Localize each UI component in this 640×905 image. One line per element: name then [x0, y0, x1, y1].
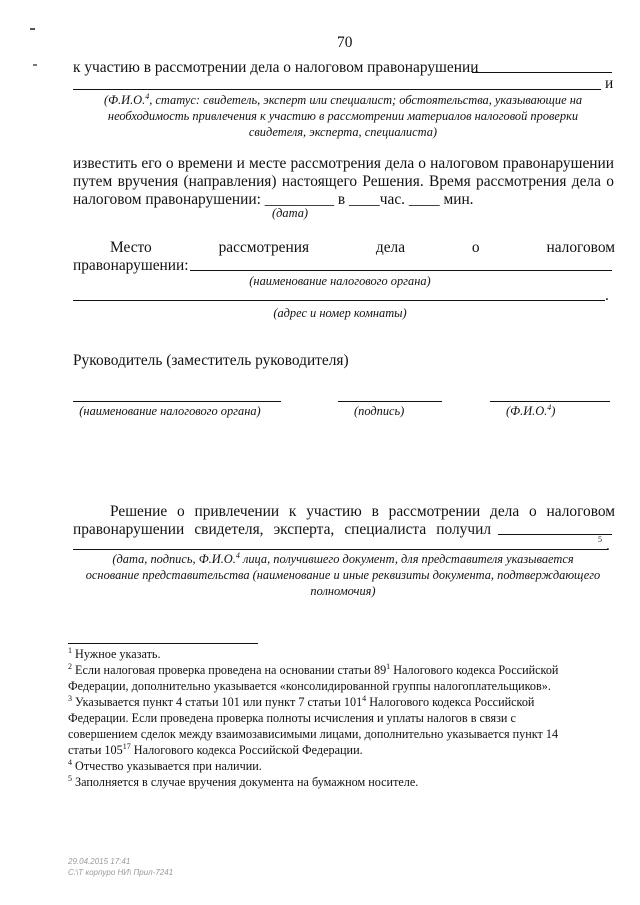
authority-label: (наименование налогового органа)	[249, 274, 431, 288]
footnote-3-line4-a: статьи 105	[68, 743, 123, 757]
received-sup: 5	[598, 535, 602, 544]
notify-paragraph-line2: путем вручения (направления) настоящего Решения. Время рассмотрения дела о	[73, 173, 614, 190]
footnote-2-text-b: Налогового кодекса Российской	[390, 663, 559, 677]
print-stamp-date: 29.04.2015 17:41	[68, 857, 131, 866]
footnote-2-text-a: Если налоговая проверка проведена на основании статьи 89	[75, 663, 387, 677]
notify-paragraph-line1: известить его о времени и месте рассмотрения дела о налоговом правонарушении	[73, 155, 614, 172]
footnote-2-line2: Федерации, дополнительно указывается «консолидированной группы налогоплательщиков».	[68, 679, 551, 693]
received-blank-line2	[73, 549, 608, 550]
footnote-3-text-b: Налогового кодекса Российской	[366, 695, 535, 709]
footnote-separator	[68, 643, 258, 644]
received-note-b: лица, получившего документ, для представителя указывается	[239, 552, 574, 566]
received-end: .	[606, 537, 610, 554]
footnote-5	[68, 775, 418, 791]
footnote-3-text-a: Указывается пункт 4 статьи 101 или пункт 7 статьи 101	[75, 695, 363, 709]
received-note-line3: полномочия)	[310, 584, 376, 598]
fio-status-note-line2: необходимость привлечения к участию в рассмотрении материалов налоговой проверки	[107, 109, 579, 123]
footnote-1-num: 1	[68, 645, 72, 655]
sig-signature-label: (подпись)	[354, 404, 405, 418]
authority-blank-line	[190, 270, 612, 271]
scan-mark	[30, 28, 35, 30]
footnote-1	[68, 647, 161, 663]
sig-fio-end: )	[551, 404, 556, 418]
received-note-sup: 4	[235, 550, 240, 560]
received-note-line1	[73, 551, 613, 567]
footnote-5-num: 5	[68, 773, 72, 783]
fio-status-note-sup: 4	[145, 91, 150, 101]
received-blank-line	[498, 534, 612, 535]
sig-fio-text: (Ф.И.О.	[506, 404, 548, 418]
fio-status-note-line3: свидетеля, эксперта, специалиста)	[248, 125, 438, 139]
date-label: (дата)	[272, 206, 309, 220]
sig-authority-label: (наименование налогового органа)	[79, 404, 261, 418]
sig-fio-label	[506, 403, 555, 419]
footnote-5-text: Заполняется в случае вручения документа на бумажном носителе.	[75, 775, 419, 789]
received-line2: правонарушении свидетеля, эксперта, специалиста получил	[73, 521, 491, 538]
footnote-3-sup: 4	[362, 693, 367, 703]
place-line2: правонарушении:	[73, 257, 189, 274]
footnote-3-line4-sup: 17	[122, 741, 131, 751]
received-note-a: (дата, подпись, Ф.И.О.	[112, 552, 236, 566]
footnote-3-num: 3	[68, 693, 72, 703]
footnote-2	[68, 663, 558, 679]
footnote-4-text: Отчество указывается при наличии.	[75, 759, 262, 773]
print-stamp-path: С:\Т корпуро НИ\ Прил-7241	[68, 868, 174, 877]
received-note-line2: основание представительства (наименование и иные реквизиты документа, подтверждающего	[85, 568, 601, 582]
footnote-3-line4-b: Налогового кодекса Российской Федерации.	[130, 743, 363, 757]
footnote-4	[68, 759, 262, 775]
sig-authority-line	[73, 401, 281, 402]
sig-signature-line	[338, 401, 442, 402]
footnote-3-line4	[68, 743, 363, 759]
footnote-2-num: 2	[68, 661, 72, 671]
intro-blank-line	[472, 72, 612, 73]
footnote-4-num: 4	[68, 757, 72, 767]
intro-end: и	[605, 75, 614, 92]
address-end: .	[605, 287, 609, 304]
footnote-1-text: Нужное указать.	[75, 647, 161, 661]
notify-paragraph-line3: налоговом правонарушении: _________ в ____час. ____ мин.	[73, 191, 474, 208]
footnote-3-line3: совершением сделок между взаимозависимыми лицами, дополнительно указывается пункт 14	[68, 727, 559, 741]
received-line1: Решение о привлечении к участию в рассмотрении дела о налоговом	[110, 503, 615, 520]
fio-blank-line	[73, 89, 601, 90]
fio-status-note	[73, 92, 613, 108]
footnote-3	[68, 695, 534, 711]
head-title: Руководитель (заместитель руководителя)	[73, 352, 349, 369]
sig-fio-sup: 4	[547, 402, 552, 412]
footnote-2-sup: 1	[386, 661, 391, 671]
intro-line: к участию в рассмотрении дела о налоговом правонарушении	[73, 59, 479, 76]
fio-status-note-b: , статус: свидетель, эксперт или специалист; обстоятельства, указывающие на	[149, 93, 583, 107]
fio-status-note-a: (Ф.И.О.	[103, 93, 146, 107]
address-blank-line	[73, 300, 605, 301]
footnote-3-line2: Федерации. Если проведена проверка полноты исчисления и уплаты налогов в связи с	[68, 711, 516, 725]
page-number: 70	[337, 34, 353, 51]
sig-fio-line	[490, 401, 610, 402]
place-line1: Место рассмотрения дела о налоговом	[110, 239, 615, 256]
address-label: (адрес и номер комнаты)	[273, 306, 407, 320]
scan-mark	[33, 64, 37, 66]
